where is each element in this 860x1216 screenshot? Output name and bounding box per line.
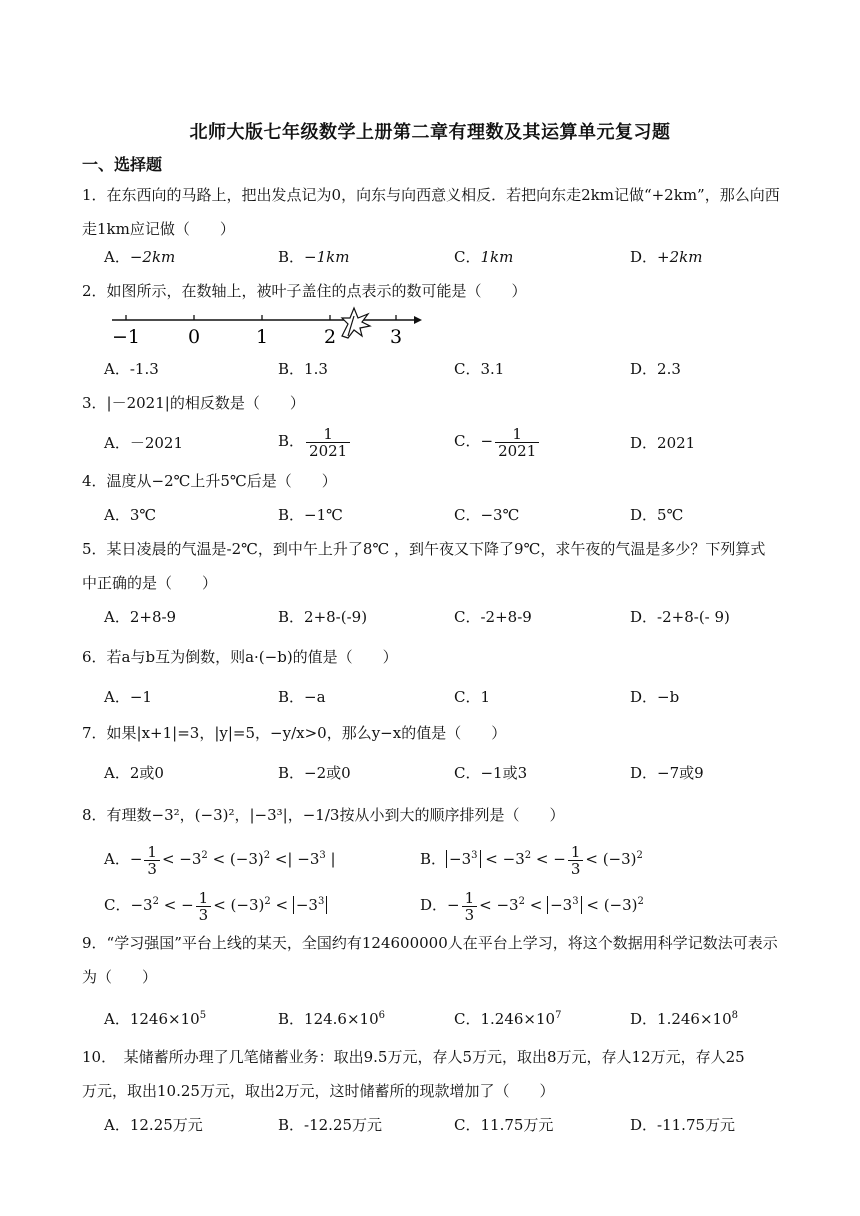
option-a[interactable]: A．−2km	[104, 248, 176, 266]
option-a[interactable]: A．− $\frac{1}{3}$ < $-3^2 < (-3)^2$ <| $-3^3$ |	[104, 842, 336, 878]
option-c[interactable]: C．$1.246\times 10^7$	[454, 1010, 562, 1028]
number-line-figure	[104, 306, 434, 352]
question-3	[82, 386, 812, 420]
question-4-text: 4．温度从−2℃上升5℃后是（ ）	[82, 472, 337, 490]
option-a[interactable]: A．2或0	[104, 764, 164, 782]
question-6-text: 6．若a与b互为倒数，则a·(−b)的值是（ ）	[82, 648, 398, 666]
question-1-line-2: 走1km应记做（ ）	[82, 220, 235, 238]
question-8-options-row-2	[104, 888, 824, 924]
option-c[interactable]: C．−1或3	[454, 764, 528, 782]
option-c[interactable]: C．− $\frac{1}{2021}$	[454, 424, 541, 459]
option-c[interactable]: C．$-3^2$ < − $\frac{1}{3}$ < $(-3)^2 < -3^3$	[104, 888, 327, 923]
section-heading: 一、选择题	[82, 155, 163, 174]
tick-label: 3	[389, 326, 403, 348]
option-c[interactable]: C．-2+8-9	[454, 608, 532, 626]
tick-label: 2	[323, 326, 337, 348]
tick-label: −1	[111, 326, 141, 348]
question-7-options	[104, 756, 824, 790]
axis-arrow-icon	[414, 316, 422, 324]
option-b[interactable]: B．1.3	[278, 360, 328, 378]
option-c[interactable]: C．−3℃	[454, 506, 520, 524]
option-a[interactable]: A．3℃	[104, 506, 157, 524]
question-10-options	[104, 1108, 824, 1142]
option-d[interactable]: D．2.3	[630, 360, 681, 378]
question-7	[82, 716, 812, 750]
question-5-line-2: 中正确的是（ ）	[82, 574, 218, 592]
option-b[interactable]: B．−2或0	[278, 764, 351, 782]
question-7-text: 7．如果|x+1|=3，|y|=5，−y/x>0，那么y−x的值是（ ）	[82, 724, 507, 742]
option-c[interactable]: C．11.75万元	[454, 1116, 554, 1134]
question-8-text: 8．有理数−3²，(−3)²，|−3³|，−1/3按从小到大的顺序排列是（ ）	[82, 806, 565, 824]
question-1-options	[104, 240, 824, 274]
option-d[interactable]: D．2021	[630, 434, 696, 452]
question-10	[82, 1040, 812, 1108]
tick-label: 1	[255, 326, 269, 348]
option-b[interactable]: B．2+8-(-9)	[278, 608, 368, 626]
question-2-options	[104, 352, 824, 386]
question-1	[82, 178, 812, 246]
question-10-line-2: 万元，取出10.25万元，取出2万元，这时储蓄所的现款增加了（ ）	[82, 1082, 555, 1100]
option-b[interactable]: B．−a	[278, 688, 326, 706]
option-c[interactable]: C．1	[454, 688, 491, 706]
question-3-text: 3．|－2021|的相反数是（ ）	[82, 394, 305, 412]
question-10-line-1: 10． 某储蓄所办理了几笔储蓄业务：取出9.5万元，存人5万元，取出8万元，存人12万元，存人25	[82, 1048, 745, 1066]
leaf-icon	[342, 308, 370, 338]
question-1-line-1: 1．在东西向的马路上，把出发点记为0，向东与向西意义相反．若把向东走2km记做“+2km”，那么向西	[82, 186, 780, 204]
tick-label: 0	[187, 326, 201, 348]
question-3-options	[104, 424, 824, 464]
question-8-options-row-1	[104, 842, 824, 878]
question-9-line-2: 为（ ）	[82, 968, 158, 986]
option-b[interactable]: B． $\frac{1}{2021}$	[278, 424, 352, 459]
option-b[interactable]: B． $-3^3 < -3^2$ < − $\frac{1}{3}$ < $(-3)^2$	[420, 842, 643, 878]
option-d[interactable]: D．-11.75万元	[630, 1116, 736, 1134]
option-a[interactable]: A．$1246\times 10^5$	[104, 1010, 207, 1028]
question-5	[82, 532, 812, 600]
option-b[interactable]: B．−1km	[278, 248, 350, 266]
option-d[interactable]: D．-2+8-(- 9)	[630, 608, 730, 626]
document-title: 北师大版七年级数学上册第二章有理数及其运算单元复习题	[189, 122, 671, 143]
question-4-options	[104, 498, 824, 532]
question-6-options	[104, 680, 824, 714]
question-9	[82, 926, 812, 994]
question-9-line-1: 9．“学习强国”平台上线的某天，全国约有124600000人在平台上学习，将这个数据用科学记数法可表示	[82, 934, 778, 952]
question-9-options	[104, 1002, 824, 1036]
option-d[interactable]: D．−7或9	[630, 764, 704, 782]
question-8	[82, 798, 812, 832]
option-a[interactable]: A．12.25万元	[104, 1116, 203, 1134]
question-2	[82, 274, 812, 308]
option-d[interactable]: D．− $\frac{1}{3}$ < $-3^2 < -3^3 < (-3)^2$	[420, 888, 644, 924]
option-a[interactable]: A．2+8-9	[104, 608, 177, 626]
option-a[interactable]: A．−1	[104, 688, 152, 706]
question-2-text: 2．如图所示，在数轴上，被叶子盖住的点表示的数可能是（ ）	[82, 282, 527, 300]
option-b[interactable]: B．-12.25万元	[278, 1116, 383, 1134]
option-d[interactable]: D．−b	[630, 688, 680, 706]
question-4	[82, 464, 812, 498]
question-5-options	[104, 600, 824, 634]
option-c[interactable]: C．3.1	[454, 360, 505, 378]
question-5-line-1: 5．某日凌晨的气温是-2℃，到中午上升了8℃ ，到午夜又下降了9℃，求午夜的气温是多少？下列算式	[82, 540, 766, 558]
question-6	[82, 640, 812, 674]
option-d[interactable]: D．$1.246\times 10^8$	[630, 1010, 739, 1028]
option-d[interactable]: D．+2km	[630, 248, 703, 266]
option-a[interactable]: A．-1.3	[104, 360, 159, 378]
option-c[interactable]: C．1km	[454, 248, 514, 266]
option-b[interactable]: B．−1℃	[278, 506, 343, 524]
option-d[interactable]: D．5℃	[630, 506, 684, 524]
option-b[interactable]: B．$124.6\times 10^6$	[278, 1010, 386, 1028]
option-a[interactable]: A．－2021	[104, 434, 184, 452]
